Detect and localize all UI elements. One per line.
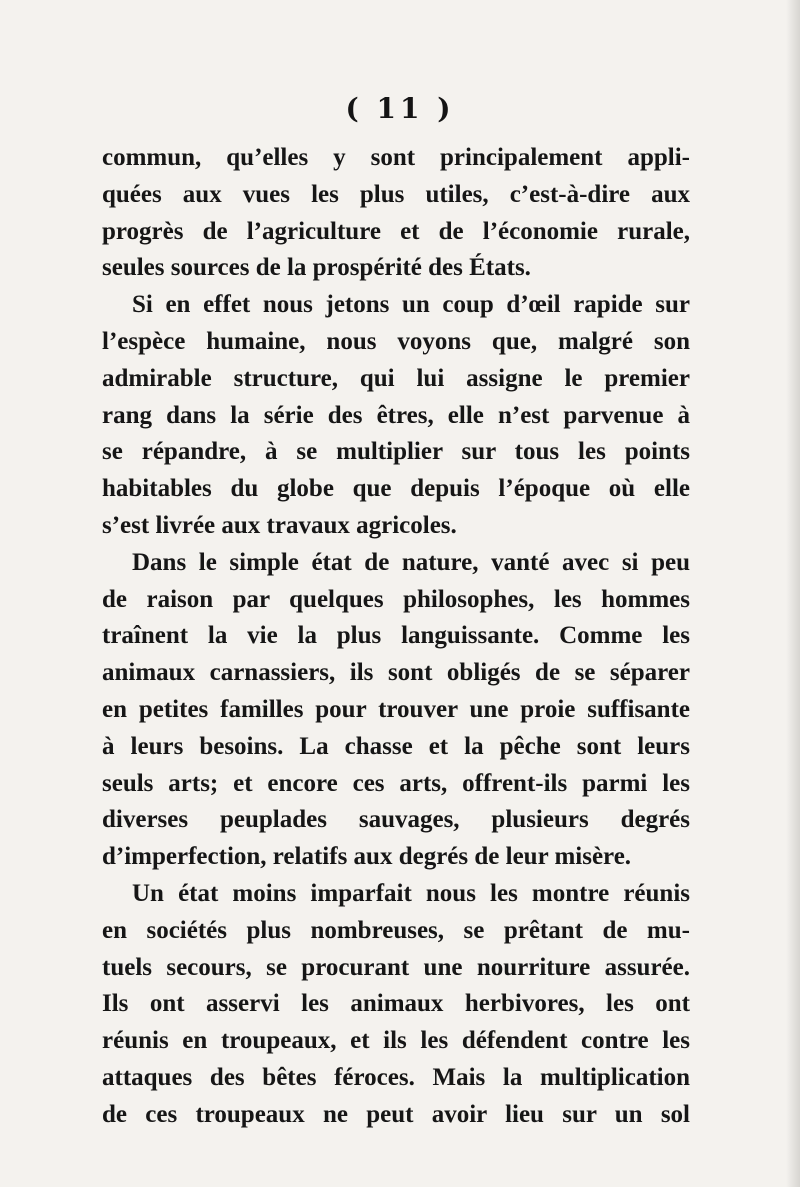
text-line: commun, qu’elles y sont principalement appli-	[102, 144, 690, 171]
text-line: traînent la vie la plus languissante. Comme les	[102, 622, 690, 650]
body-text	[102, 140, 690, 1134]
text-line: de raison par quelques philosophes, les hommes	[102, 585, 690, 613]
text-line: se répandre, à se multiplier sur tous les points	[102, 438, 690, 466]
text-line: quées aux vues les plus utiles, c’est-à-dire aux	[102, 180, 690, 208]
text-line: Un état moins imparfait nous les montre réunis	[132, 879, 690, 907]
text-line: l’espèce humaine, nous voyons que, malgré son	[102, 327, 690, 355]
text-line: Ils ont asservi les animaux herbivores, les ont	[102, 990, 690, 1018]
text-line: seules sources de la prospérité des États.	[102, 254, 531, 282]
text-line: seuls arts; et encore ces arts, offrent-ils parmi les	[102, 769, 690, 797]
text-line: animaux carnassiers, ils sont obligés de se séparer	[102, 659, 690, 687]
text-line: s’est livrée aux travaux agricoles.	[102, 511, 457, 539]
text-line: de ces troupeaux ne peut avoir lieu sur un sol	[102, 1100, 690, 1128]
text-line: tuels secours, se procurant une nourriture assurée.	[102, 953, 690, 981]
text-line: habitables du globe que depuis l’époque où elle	[102, 475, 690, 503]
text-line: réunis en troupeaux, et ils les défendent contre les	[102, 1027, 690, 1055]
text-line: à leurs besoins. La chasse et la pêche sont leurs	[102, 732, 690, 760]
text-line: attaques des bêtes féroces. Mais la multiplication	[102, 1063, 690, 1091]
text-line: en sociétés plus nombreuses, se prêtant de mu-	[102, 916, 690, 944]
page-number: ( 11 )	[345, 92, 455, 125]
text-line: rang dans la série des êtres, elle n’est parvenue à	[102, 401, 690, 429]
text-line: en petites familles pour trouver une proie suffisante	[102, 695, 690, 723]
text-line: Dans le simple état de nature, vanté avec si peu	[132, 548, 690, 576]
text-line: Si en effet nous jetons un coup d’œil rapide sur	[132, 291, 690, 319]
text-line: diverses peuplades sauvages, plusieurs degrés	[102, 806, 690, 834]
text-line: progrès de l’agriculture et de l’économie rurale,	[102, 217, 690, 245]
text-line: admirable structure, qui lui assigne le premier	[102, 364, 690, 392]
text-line: d’imperfection, relatifs aux degrés de leur misère.	[102, 843, 632, 871]
